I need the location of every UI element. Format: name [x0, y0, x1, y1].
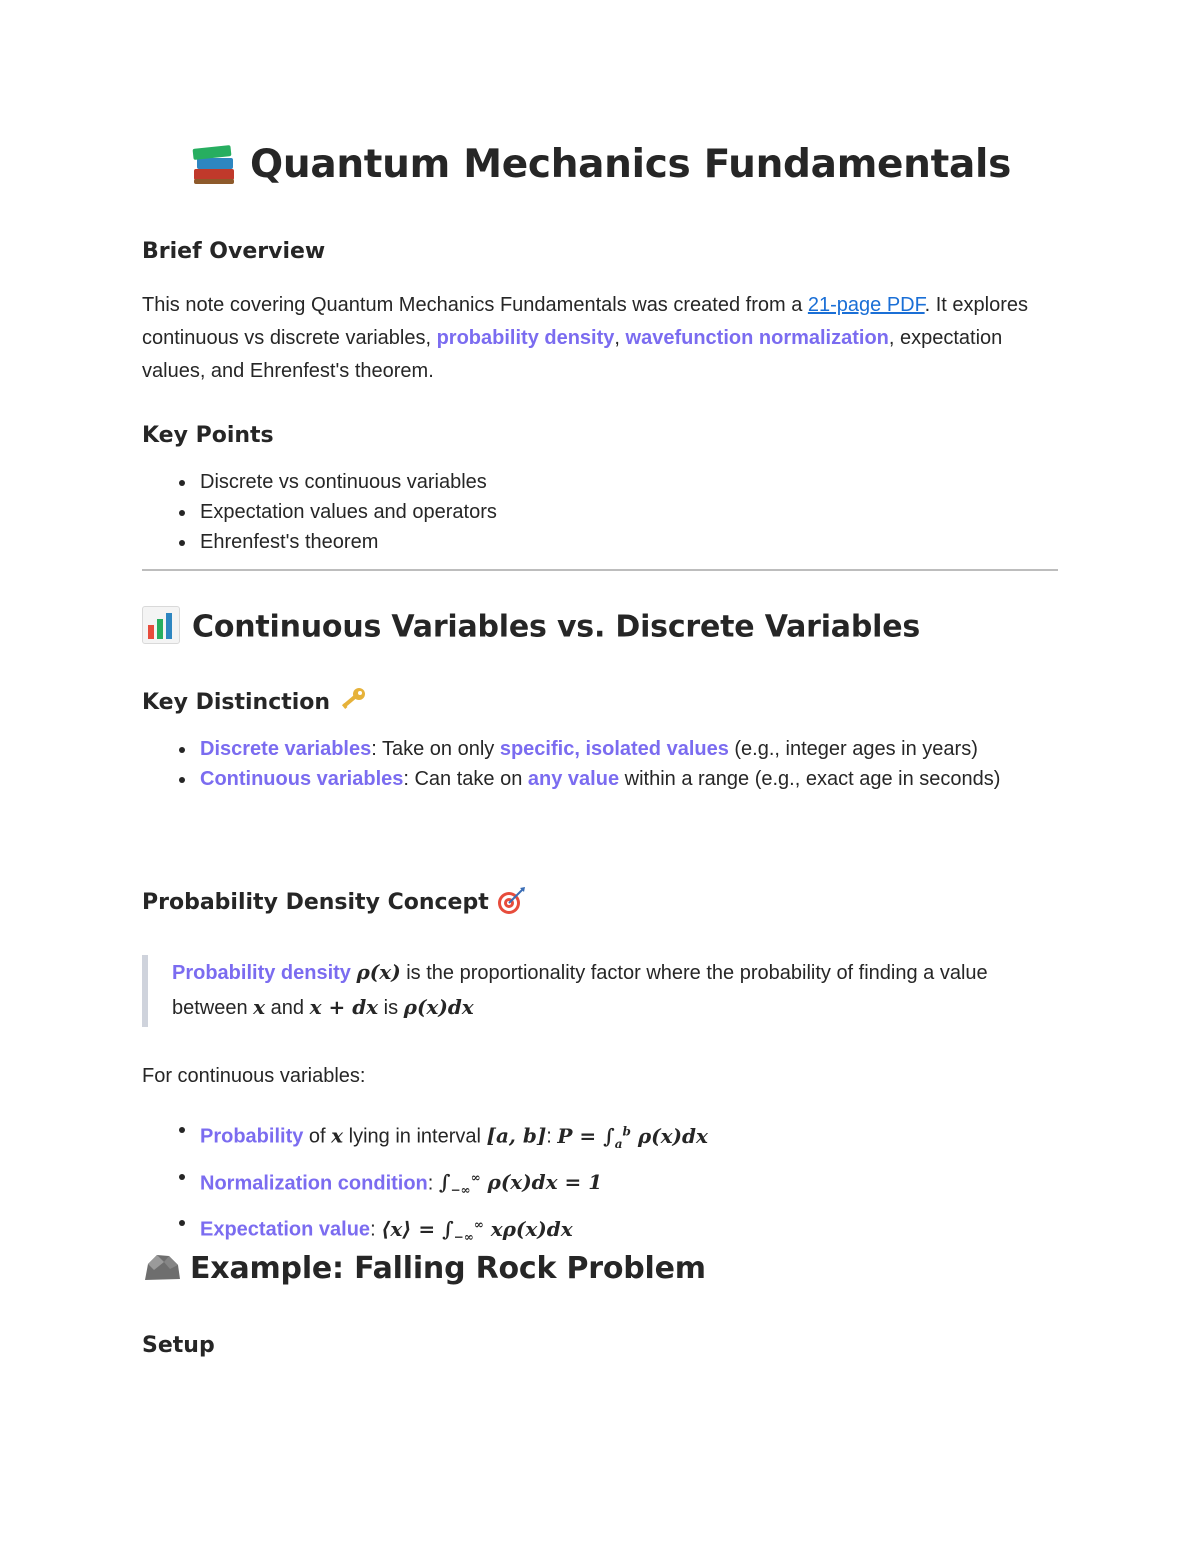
page-title: [190, 142, 1011, 191]
list-text: of: [303, 1125, 332, 1148]
list-text: (e.g., integer ages in years): [728, 738, 978, 760]
probability-density-heading: [142, 888, 526, 918]
list-item: Ehrenfest's theorem: [142, 527, 1042, 557]
divider: [142, 569, 1058, 571]
list-item: Discrete vs continuous variables: [142, 467, 1042, 497]
list-item: Expectation values and operators: [142, 497, 1042, 527]
key-points-heading: Key Points: [142, 423, 274, 448]
list-item: Probability of x lying in interval [a, b]: $P = \int_a^b$ ρ(x)dx: [142, 1114, 1042, 1161]
key-distinction-heading: [142, 688, 368, 718]
pdf-link[interactable]: 21-page PDF: [807, 294, 925, 316]
term-probability: Probability: [200, 1125, 304, 1148]
highlight-wavefunction-normalization: wavefunction normalization: [625, 327, 889, 349]
blockquote-density: [142, 955, 1058, 1027]
continuous-intro: For continuous variables:: [142, 1065, 366, 1087]
bar-chart-icon: [142, 606, 180, 644]
math-interval: [a, b]: [486, 1123, 547, 1148]
target-icon: [496, 886, 526, 916]
distinction-list: [142, 734, 1042, 794]
highlight-any-value: any value: [527, 768, 620, 790]
math-x: x: [253, 995, 266, 1019]
list-text: within a range (e.g., exact age in seconds): [619, 768, 1001, 790]
key-distinction-text: Key Distinction: [142, 690, 331, 715]
highlight-specific-values: specific, isolated values: [499, 738, 729, 760]
list-text: lying in interval: [343, 1125, 487, 1148]
overview-text: ,: [614, 327, 626, 349]
list-item: Normalization condition: $\int_{-\infty}^\infty$ ρ(x)dx = 1: [142, 1161, 1042, 1208]
page-title-text: Quantum Mechanics Fundamentals: [250, 142, 1011, 187]
section-heading-text: Example: Falling Rock Problem: [190, 1251, 706, 1286]
key-icon: [338, 685, 368, 715]
books-icon: [190, 139, 238, 187]
math-rho-dx: ρ(x)dx: [403, 995, 474, 1019]
list-item: Expectation value: ⟨x⟩ = $\int_{-\infty}^\infty$ xρ(x)dx: [142, 1207, 1042, 1254]
math-probability-integral: $P = \int_a^b$ ρ(x)dx: [557, 1123, 708, 1151]
section-heading-falling-rock: [142, 1251, 706, 1287]
term-normalization-condition: Normalization condition: [200, 1172, 428, 1195]
term-continuous-variables: Continuous variables: [200, 768, 404, 790]
blockquote-bar: [142, 955, 148, 1027]
section-heading-text: Continuous Variables vs. Discrete Variables: [192, 609, 920, 645]
quote-text: is the proportionality factor where the probability of finding a value between: [172, 962, 988, 1019]
list-item: [142, 734, 1042, 764]
highlight-probability-density: probability density: [436, 327, 615, 349]
quote-text: is: [378, 997, 404, 1019]
math-normalization-integral: $\int_{-\infty}^\infty$ ρ(x)dx = 1: [438, 1170, 603, 1198]
math-x-plus-dx: x + dx: [309, 995, 379, 1019]
term-expectation-value: Expectation value: [200, 1218, 371, 1241]
overview-text: This note covering Quantum Mechanics Fundamentals was created from a: [142, 294, 808, 316]
overview-text: . It explores continuous vs discrete variables,: [142, 294, 1029, 349]
quote-text: and: [265, 997, 310, 1019]
math-x: x: [331, 1123, 344, 1148]
math-rho-x: ρ(x): [356, 960, 401, 984]
list-text: : Take on only: [371, 738, 500, 760]
term-discrete-variables: Discrete variables: [200, 738, 372, 760]
list-item: [142, 764, 1042, 794]
overview-text: , expectation values, and Ehrenfest's theorem.: [142, 327, 1003, 382]
term-probability-density: Probability density: [172, 962, 351, 984]
key-points-list: [142, 467, 1042, 557]
overview-paragraph: [142, 289, 1042, 388]
rock-icon: [142, 1250, 182, 1284]
setup-heading: Setup: [142, 1333, 215, 1358]
section-heading-continuous-discrete: [142, 609, 920, 647]
formula-list: [142, 1114, 1042, 1254]
probability-density-heading-text: Probability Density Concept: [142, 890, 489, 915]
math-expectation-integral: ⟨x⟩ = $\int_{-\infty}^\infty$ xρ(x)dx: [381, 1216, 573, 1244]
blockquote-text: [172, 955, 1052, 1025]
list-text: : Can take on: [403, 768, 528, 790]
overview-heading: Brief Overview: [142, 239, 326, 264]
